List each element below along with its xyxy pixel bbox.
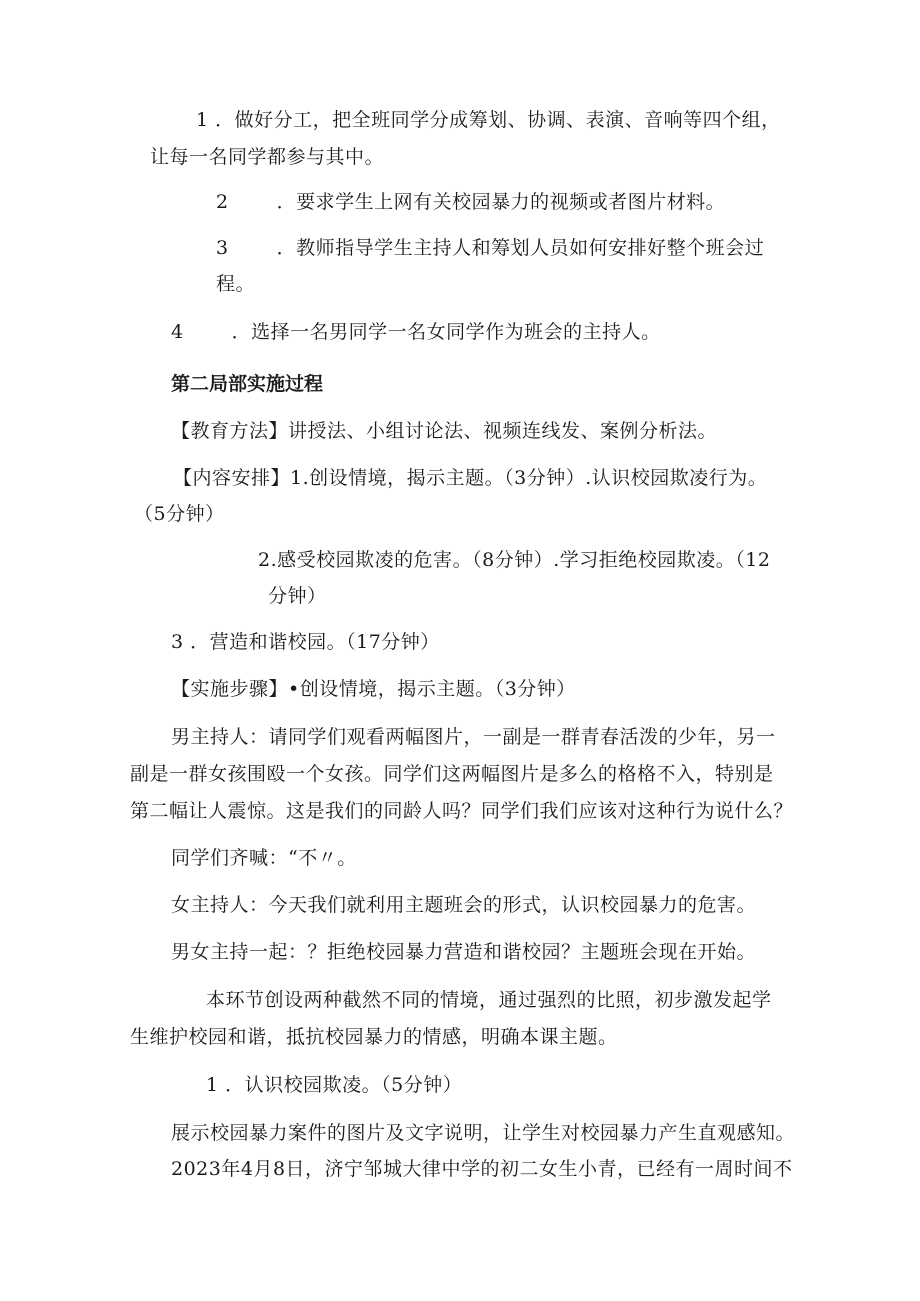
prep-item-1-line-2: 让每一名同学都参与其中。 (150, 146, 385, 168)
prep-item-2-number: 2 (216, 191, 229, 213)
male-host-line-2: 副是一群女孩围殴一个女孩。同学们这两幅图片是多么的格格不入，特别是 (130, 763, 774, 785)
prep-item-2-text: ．要求学生上网有关校园暴力的视频或者图片材料。 (276, 191, 726, 213)
content-item-2-line-1: 2.感受校园欺凌的危害。（8分钟）.学习拒绝校园欺凌。（12 (258, 549, 771, 571)
note-line-2: 生维护校园和谐，抵抗校园暴力的情感，明确本课主题。 (130, 1026, 618, 1048)
content-arrangement-line-2: （5分钟） (134, 503, 225, 525)
content-arrangement-line-1: 【内容安排】1.创设情境，揭示主题。（3分钟）.认识校园欺凌行为。 (173, 467, 768, 489)
section-heading: 第二局部实施过程 (171, 373, 324, 395)
content-item-2-line-2: 分钟） (268, 585, 327, 607)
section-1-heading: 1 ．认识校园欺凌。（5分钟） (206, 1074, 463, 1096)
prep-item-4-text: ．选择一名男同学一名女同学作为班会的主持人。 (231, 321, 661, 343)
prep-item-3 (216, 236, 764, 260)
case-description: 2023年4月8日，济宁邹城大律中学的初二女生小青，已经有一周时间不 (171, 1158, 793, 1180)
prep-item-3-text: ．教师指导学生主持人和筹划人员如何安排好整个班会过 (276, 237, 765, 259)
male-host-line-1: 男主持人：请同学们观看两幅图片，一副是一群青春活泼的少年，另一 (171, 726, 776, 748)
male-host-line-3: 第二幅让人震惊。这是我们的同龄人吗？同学们我们应该对这种行为说什么？ (130, 800, 794, 822)
prep-item-4-number: 4 (171, 321, 184, 343)
prep-item-3-line-2: 程。 (216, 273, 256, 295)
education-methods: 【教育方法】讲授法、小组讨论法、视频连线发、案例分析法。 (171, 420, 718, 442)
content-item-3: 3 ．营造和谐校园。（17分钟） (171, 631, 440, 653)
display-instruction: 展示校园暴力案件的图片及文字说明，让学生对校园暴力产生直观感知。 (171, 1122, 796, 1144)
female-host-line: 女主持人：今天我们就利用主题班会的形式，认识校园暴力的危害。 (171, 894, 757, 916)
prep-item-1-line-1: 1 ．做好分工，把全班同学分成筹划、协调、表演、音响等四个组， (196, 109, 781, 131)
students-response: 同学们齐喊：“不〃。 (171, 847, 357, 869)
both-hosts-line: 男女主持一起：？拒绝校园暴力营造和谐校园？主题班会现在开始。 (171, 941, 757, 963)
prep-item-2 (216, 190, 725, 214)
prep-item-4 (171, 320, 661, 344)
note-line-1: 本环节创设两种截然不同的情境，通过强烈的比照，初步激发起学 (206, 989, 772, 1011)
prep-item-3-number: 3 (216, 237, 229, 259)
implementation-steps: 【实施步骤】•创设情境，揭示主题。（3分钟） (171, 678, 576, 700)
